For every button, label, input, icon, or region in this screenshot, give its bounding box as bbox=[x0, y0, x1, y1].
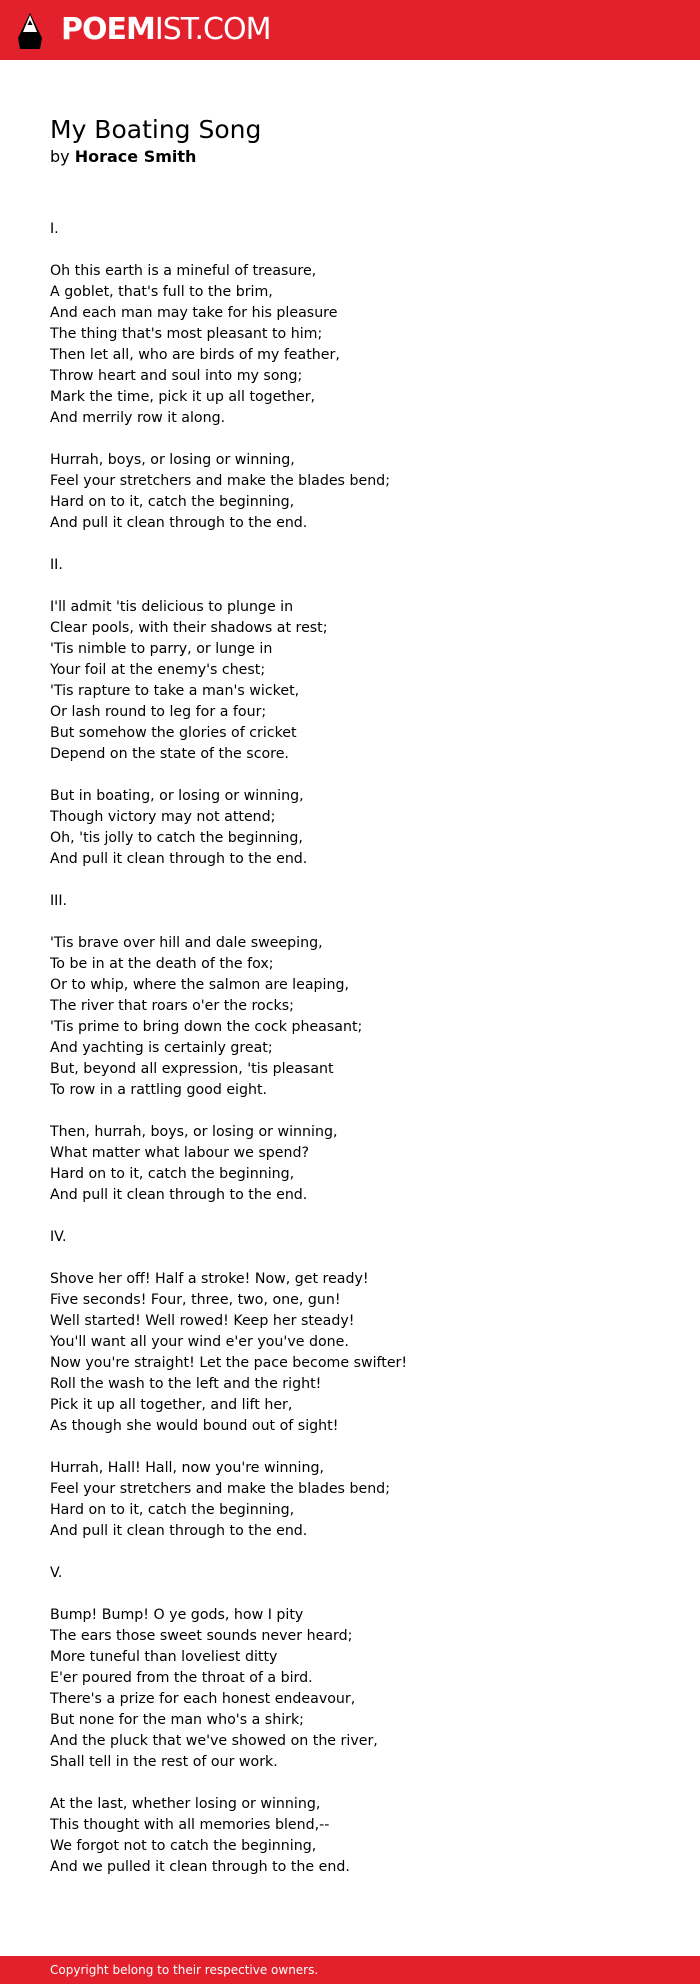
poem-line: And pull it clean through to the end. bbox=[50, 1523, 308, 1539]
poem-line: Hard on to it, catch the beginning, bbox=[50, 1502, 295, 1518]
stanza-spacer bbox=[50, 1773, 650, 1794]
stanza-spacer bbox=[50, 576, 650, 597]
poem-line: 'Tis brave over hill and dale sweeping, bbox=[50, 935, 323, 951]
poem-line: Now you're straight! Let the pace become swifter! bbox=[50, 1355, 408, 1371]
stanza-spacer bbox=[50, 1206, 650, 1227]
logo-bold-text: POEM bbox=[61, 12, 155, 47]
poem-line: Oh this earth is a mineful of treasure, bbox=[50, 263, 317, 279]
poem-line: Hurrah, boys, or losing or winning, bbox=[50, 452, 295, 468]
poem-line: More tuneful than loveliest ditty bbox=[50, 1649, 278, 1665]
logo-light-text: IST.COM bbox=[154, 12, 271, 47]
pencil-logo-icon[interactable] bbox=[16, 11, 44, 51]
poem-line: Your foil at the enemy's chest; bbox=[50, 662, 266, 678]
poem-line: And pull it clean through to the end. bbox=[50, 515, 308, 531]
poem-line: There's a prize for each honest endeavour, bbox=[50, 1691, 356, 1707]
poem-line: Hard on to it, catch the beginning, bbox=[50, 1166, 295, 1182]
poem-line: Well started! Well rowed! Keep her steady! bbox=[50, 1313, 355, 1329]
poem-line: The ears those sweet sounds never heard; bbox=[50, 1628, 353, 1644]
poem-author: Horace Smith bbox=[74, 147, 197, 166]
poem-line: This thought with all memories blend,-- bbox=[50, 1817, 330, 1833]
copyright-text: Copyright belong to their respective owners. bbox=[50, 1963, 319, 1977]
stanza-spacer bbox=[50, 429, 650, 450]
poem-line: Clear pools, with their shadows at rest; bbox=[50, 620, 328, 636]
poem-line: Roll the wash to the left and the right! bbox=[50, 1376, 322, 1392]
poem-line: We forgot not to catch the beginning, bbox=[50, 1838, 317, 1854]
poem-line: Pick it up all together, and lift her, bbox=[50, 1397, 293, 1413]
poem-line: And we pulled it clean through to the end. bbox=[50, 1859, 350, 1875]
poem-line: Or lash round to leg for a four; bbox=[50, 704, 267, 720]
poem-line: Shall tell in the rest of our work. bbox=[50, 1754, 278, 1770]
poem-line: Throw heart and soul into my song; bbox=[50, 368, 303, 384]
stanza-spacer bbox=[50, 1437, 650, 1458]
poem-line: To row in a rattling good eight. bbox=[50, 1082, 268, 1098]
stanza-spacer bbox=[50, 912, 650, 933]
poem-line: You'll want all your wind e'er you've done. bbox=[50, 1334, 349, 1350]
poem-byline bbox=[50, 146, 650, 168]
poem-line: But none for the man who's a shirk; bbox=[50, 1712, 304, 1728]
poem-line: And the pluck that we've showed on the river, bbox=[50, 1733, 378, 1749]
poem-line: Bump! Bump! O ye gods, how I pity bbox=[50, 1607, 304, 1623]
site-logo-link[interactable] bbox=[61, 12, 270, 48]
poem-line: But, beyond all expression, 'tis pleasant bbox=[50, 1061, 334, 1077]
poem-line: The thing that's most pleasant to him; bbox=[50, 326, 323, 342]
poem-line: Depend on the state of the score. bbox=[50, 746, 289, 762]
poem-line: What matter what labour we spend? bbox=[50, 1145, 310, 1161]
site-header bbox=[0, 0, 700, 60]
poem-line: E'er poured from the throat of a bird. bbox=[50, 1670, 313, 1686]
poem-text bbox=[50, 219, 650, 1878]
poem-line: Then let all, who are birds of my feather, bbox=[50, 347, 340, 363]
poem-line: Shove her off! Half a stroke! Now, get ready! bbox=[50, 1271, 369, 1287]
poem-line: Then, hurrah, boys, or losing or winning, bbox=[50, 1124, 338, 1140]
poem-line: Hard on to it, catch the beginning, bbox=[50, 494, 295, 510]
stanza-spacer bbox=[50, 1542, 650, 1563]
poem-line: The river that roars o'er the rocks; bbox=[50, 998, 294, 1014]
stanza-spacer bbox=[50, 1584, 650, 1605]
poem-line: And merrily row it along. bbox=[50, 410, 226, 426]
poem-line: 'Tis prime to bring down the cock pheasant; bbox=[50, 1019, 363, 1035]
poem-line: IV. bbox=[50, 1229, 67, 1245]
poem-line: To be in at the death of the fox; bbox=[50, 956, 274, 972]
stanza-spacer bbox=[50, 240, 650, 261]
stanza-spacer bbox=[50, 1101, 650, 1122]
poem-line: But in boating, or losing or winning, bbox=[50, 788, 304, 804]
poem-line: Or to whip, where the salmon are leaping, bbox=[50, 977, 350, 993]
poem-line: Oh, 'tis jolly to catch the beginning, bbox=[50, 830, 303, 846]
poem-title: My Boating Song bbox=[50, 115, 262, 144]
poem-line: But somehow the glories of cricket bbox=[50, 725, 297, 741]
poem-line: And pull it clean through to the end. bbox=[50, 1187, 308, 1203]
poem-title-block bbox=[50, 114, 650, 168]
poem-line: A goblet, that's full to the brim, bbox=[50, 284, 273, 300]
poem-line: V. bbox=[50, 1565, 63, 1581]
poem-line: Mark the time, pick it up all together, bbox=[50, 389, 316, 405]
poem-line: 'Tis nimble to parry, or lunge in bbox=[50, 641, 273, 657]
stanza-spacer bbox=[50, 1248, 650, 1269]
poem-line: Hurrah, Hall! Hall, now you're winning, bbox=[50, 1460, 324, 1476]
poem-line: And pull it clean through to the end. bbox=[50, 851, 308, 867]
by-label: by bbox=[50, 147, 70, 166]
poem-line: Feel your stretchers and make the blades bend; bbox=[50, 1481, 390, 1497]
stanza-spacer bbox=[50, 870, 650, 891]
poem-line: And each man may take for his pleasure bbox=[50, 305, 338, 321]
poem-line: II. bbox=[50, 557, 63, 573]
poem-line: Feel your stretchers and make the blades bend; bbox=[50, 473, 390, 489]
poem-line: III. bbox=[50, 893, 68, 909]
site-footer bbox=[0, 1956, 700, 1984]
poem-line: 'Tis rapture to take a man's wicket, bbox=[50, 683, 300, 699]
stanza-spacer bbox=[50, 765, 650, 786]
poem-line: Five seconds! Four, three, two, one, gun! bbox=[50, 1292, 341, 1308]
poem-line: As though she would bound out of sight! bbox=[50, 1418, 339, 1434]
poem-line: At the last, whether losing or winning, bbox=[50, 1796, 321, 1812]
stanza-spacer bbox=[50, 534, 650, 555]
poem-line: I'll admit 'tis delicious to plunge in bbox=[50, 599, 294, 615]
poem-line: Though victory may not attend; bbox=[50, 809, 276, 825]
poem-line: I. bbox=[50, 221, 59, 237]
poem-line: And yachting is certainly great; bbox=[50, 1040, 273, 1056]
